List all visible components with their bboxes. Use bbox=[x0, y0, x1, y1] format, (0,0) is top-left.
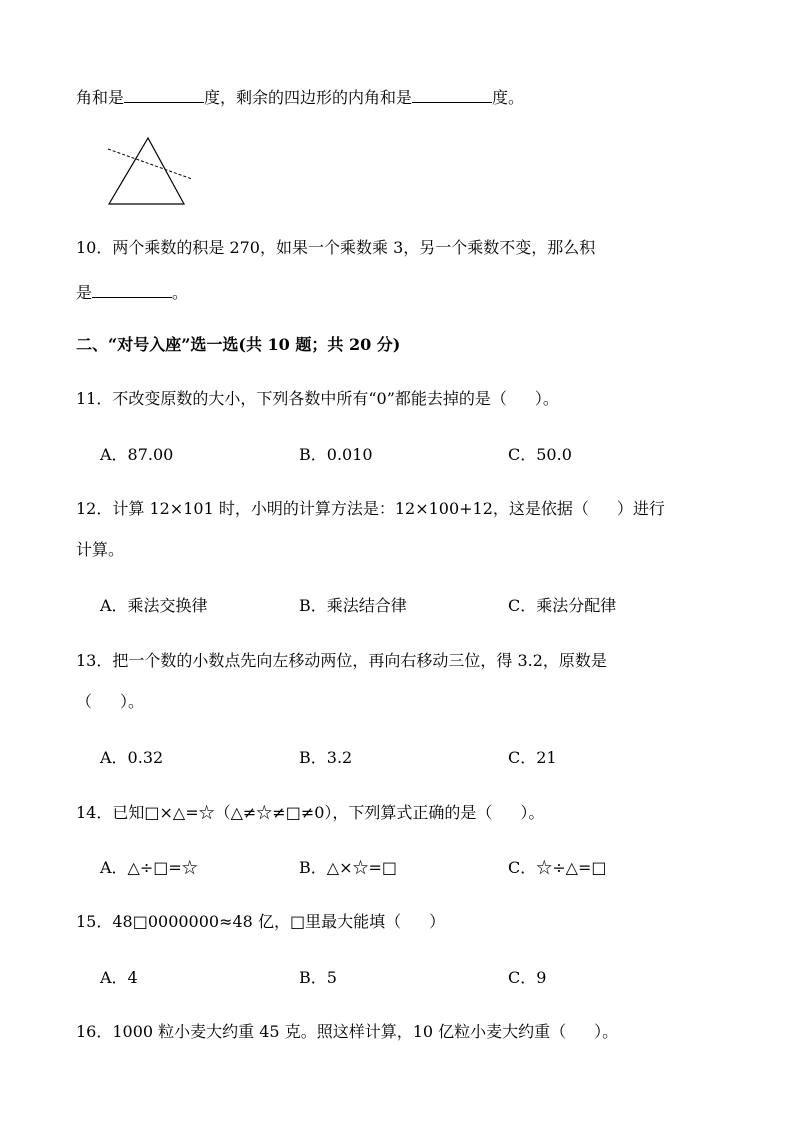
q15-stem bbox=[76, 912, 445, 932]
section2-title: 二、“对号入座”选一选(共 10 题；共 20 分) bbox=[76, 335, 401, 354]
q15-stem-b: ） bbox=[429, 912, 446, 931]
q11-stem-a: 11．不改变原数的大小，下列各数中所有“0”都能去掉的是（ bbox=[76, 389, 507, 408]
q16-stem-a: 16．1000 粒小麦大约重 45 克。照这样计算，10 亿粒小麦大约重（ bbox=[76, 1022, 567, 1041]
dashed-cut-line bbox=[108, 149, 192, 179]
triangle-figure bbox=[100, 130, 200, 210]
q16-stem-b: ）。 bbox=[594, 1022, 619, 1041]
q13-option-c[interactable]: C．21 bbox=[508, 748, 557, 767]
q13-option-a[interactable]: A．0.32 bbox=[100, 748, 164, 767]
q9-blank-1[interactable] bbox=[124, 88, 204, 103]
q15-option-b[interactable]: B．5 bbox=[299, 968, 337, 987]
q11-option-b[interactable]: B．0.010 bbox=[299, 445, 373, 464]
q14-stem bbox=[76, 803, 544, 823]
q11-option-a[interactable]: A．87.00 bbox=[100, 445, 174, 464]
q10-text-a: 是 bbox=[76, 283, 93, 302]
q14-stem-b: ）。 bbox=[520, 803, 545, 822]
q9-text-3: 度。 bbox=[492, 88, 525, 107]
q13-text-b: ）。 bbox=[120, 692, 145, 711]
q15-stem-a: 15．48□0000000≈48 亿，□里最大能填（ bbox=[76, 912, 402, 931]
q10-blank[interactable] bbox=[92, 283, 172, 298]
q13-line2 bbox=[76, 692, 144, 712]
q11-stem-b: ）。 bbox=[534, 389, 559, 408]
triangle-shape bbox=[109, 138, 184, 204]
q12-option-a[interactable]: A．乘法交换律 bbox=[100, 596, 208, 615]
q11-stem bbox=[76, 389, 559, 409]
q10-line2 bbox=[76, 283, 188, 303]
q14-option-c[interactable]: C．☆÷△=□ bbox=[508, 858, 607, 877]
q9-text-1: 角和是 bbox=[76, 88, 125, 107]
q9-continuation bbox=[76, 88, 524, 108]
q10-line1: 10．两个乘数的积是 270，如果一个乘数乘 3，另一个乘数不变，那么积 bbox=[76, 238, 596, 257]
q13-text-a: （ bbox=[76, 692, 93, 711]
q11-option-c[interactable]: C．50.0 bbox=[508, 445, 572, 464]
q13-option-b[interactable]: B．3.2 bbox=[299, 748, 353, 767]
q12-stem-b: ）进行 bbox=[616, 499, 665, 518]
q9-text-2: 度，剩余的四边形的内角和是 bbox=[204, 88, 413, 107]
q13-line1: 13．把一个数的小数点先向左移动两位，再向右移动三位，得 3.2，原数是 bbox=[76, 651, 607, 670]
q15-option-a[interactable]: A．4 bbox=[100, 968, 138, 987]
q12-line2: 计算。 bbox=[76, 540, 125, 559]
q9-blank-2[interactable] bbox=[412, 88, 492, 103]
q12-stem-a: 12．计算 12×101 时，小明的计算方法是：12×100+12，这是依据（ bbox=[76, 499, 589, 518]
q14-option-b[interactable]: B．△×☆=□ bbox=[299, 858, 397, 877]
q12-stem bbox=[76, 499, 665, 519]
q12-option-c[interactable]: C．乘法分配律 bbox=[508, 596, 617, 615]
q10-text-b: 。 bbox=[172, 283, 189, 302]
q12-option-b[interactable]: B．乘法结合律 bbox=[299, 596, 407, 615]
q15-option-c[interactable]: C．9 bbox=[508, 968, 547, 987]
q16-stem bbox=[76, 1022, 618, 1042]
q14-stem-a: 14．已知□×△=☆（△≠☆≠□≠0），下列算式正确的是（ bbox=[76, 803, 493, 822]
q14-option-a[interactable]: A．△÷□=☆ bbox=[100, 858, 198, 877]
